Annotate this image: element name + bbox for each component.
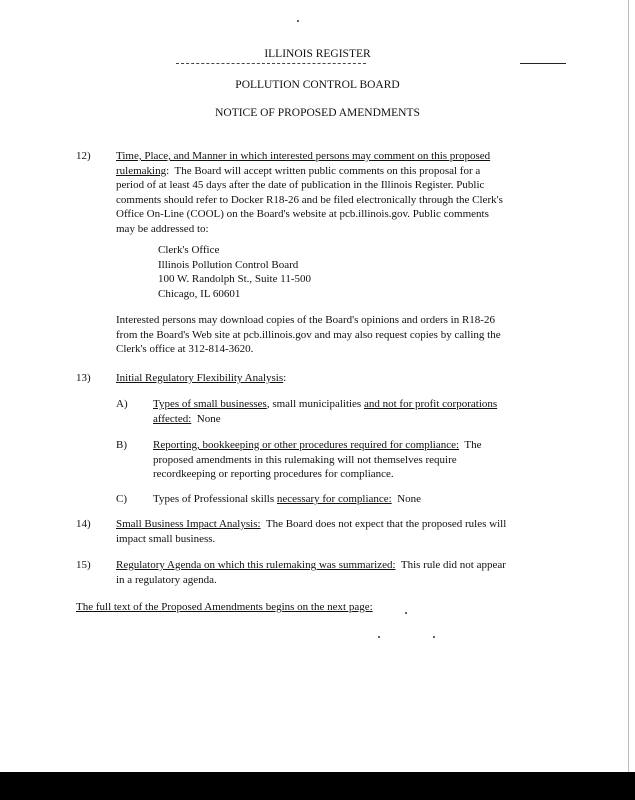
item-14-line1 <box>116 517 506 532</box>
item-13b-heading: Reporting, bookkeeping or other procedures required for compliance: <box>153 439 460 451</box>
item-15-rest: This rule did not appear <box>400 559 506 571</box>
item-13c-ul: necessary for compliance: <box>276 493 392 505</box>
item-13a-ul2: and not for profit corporations <box>363 398 498 410</box>
item-12-heading-line1 <box>116 149 503 164</box>
item-13b-block <box>153 438 481 482</box>
item-12-body-line: comments should refer to Docker R18-26 and be filed electronically through the Clerk's <box>116 193 503 206</box>
item-13c-answer: None <box>397 493 422 505</box>
item-12-body-start: The Board will accept written public comments on this proposal for a <box>174 164 481 177</box>
item-13b-rest: The <box>464 439 482 451</box>
header-rule-right <box>520 63 566 64</box>
item-15-line1 <box>116 558 506 573</box>
item-14-number: 14) <box>76 518 91 530</box>
item-13b-letter: B) <box>116 439 127 451</box>
scan-speck <box>405 612 407 614</box>
item-12-body-line: Office On-Line (COOL) on the Board's website at pcb.illinois.gov. Public comments <box>116 208 489 220</box>
item-12-line2 <box>116 164 503 179</box>
full-text-note <box>76 600 373 615</box>
item-12-body-line: period of at least 45 days after the date of publication in the Illinois Register. Public <box>116 179 485 191</box>
item-13-heading <box>116 371 286 386</box>
item-13-colon: : <box>283 372 287 384</box>
item-13c-plain: Types of Professional skills <box>153 493 277 505</box>
notice-title-text: NOTICE OF PROPOSED AMENDMENTS <box>215 107 420 119</box>
item-15-number: 15) <box>76 559 91 571</box>
item-13-number: 13) <box>76 372 91 384</box>
register-title-text: ILLINOIS REGISTER <box>264 48 371 60</box>
item-13c-letter: C) <box>116 493 127 505</box>
item-14-heading: Small Business Impact Analysis: <box>116 518 261 530</box>
item-12-heading-text: Time, Place, and Manner in which interested persons may comment on this proposed <box>116 150 491 162</box>
item-12-number: 12) <box>76 150 91 162</box>
item-15-block <box>116 558 506 587</box>
item-13b-line1 <box>153 438 481 453</box>
address-line: Illinois Pollution Control Board <box>158 258 299 271</box>
item-13b-line: proposed amendments in this rulemaking will not themselves require <box>153 453 457 466</box>
item-13a-plain: , small municipalities <box>266 398 364 410</box>
item-13c-block <box>153 492 421 507</box>
clerk-address <box>158 243 311 301</box>
download-line: Interested persons may download copies of the Board's opinions and orders in R18-26 <box>116 314 495 326</box>
full-text-note-text: The full text of the Proposed Amendments begins on the next page: <box>76 601 373 613</box>
download-line: from the Board's Web site at pcb.illinois.gov and may also request copies by calling the <box>116 328 501 341</box>
item-12-colon: : <box>166 164 170 177</box>
item-15-line2: in a regulatory agenda. <box>116 573 217 586</box>
item-12-body-line: may be addressed to: <box>116 222 209 235</box>
item-12-block <box>116 149 503 236</box>
scan-speck <box>378 636 380 638</box>
item-13a-ul3: affected: <box>153 412 192 425</box>
address-line: 100 W. Randolph St., Suite 11-500 <box>158 273 311 285</box>
item-13a-ul1: Types of small businesses <box>153 398 267 410</box>
register-title <box>0 47 635 62</box>
item-13a-line1 <box>153 397 497 412</box>
address-line: Chicago, IL 60601 <box>158 287 241 300</box>
item-12-heading-text2: rulemaking <box>116 164 167 177</box>
item-14-line2: impact small business. <box>116 532 216 545</box>
item-14-block <box>116 517 506 546</box>
scan-speck <box>297 20 299 22</box>
address-line: Clerk's Office <box>158 244 220 256</box>
header-rule-left <box>176 63 366 64</box>
item-14-rest: The Board does not expect that the proposed rules will <box>265 518 507 530</box>
notice-title <box>0 106 635 121</box>
item-13a-line2 <box>153 412 497 427</box>
board-name-text: POLLUTION CONTROL BOARD <box>235 79 400 91</box>
item-13-heading-text: Initial Regulatory Flexibility Analysis <box>116 372 284 384</box>
board-name <box>0 78 635 93</box>
item-13a-letter: A) <box>116 398 128 410</box>
download-line: Clerk's office at 312-814-3620. <box>116 343 254 355</box>
item-13b-line: recordkeeping or reporting procedures for compliance. <box>153 468 394 480</box>
item-15-heading: Regulatory Agenda on which this rulemaking was summarized: <box>116 559 396 571</box>
item-13a-block <box>153 397 497 426</box>
scan-speck <box>433 636 435 638</box>
item-13a-answer: None <box>196 412 221 425</box>
scan-bottom-bar <box>0 772 635 800</box>
download-paragraph <box>116 313 501 357</box>
